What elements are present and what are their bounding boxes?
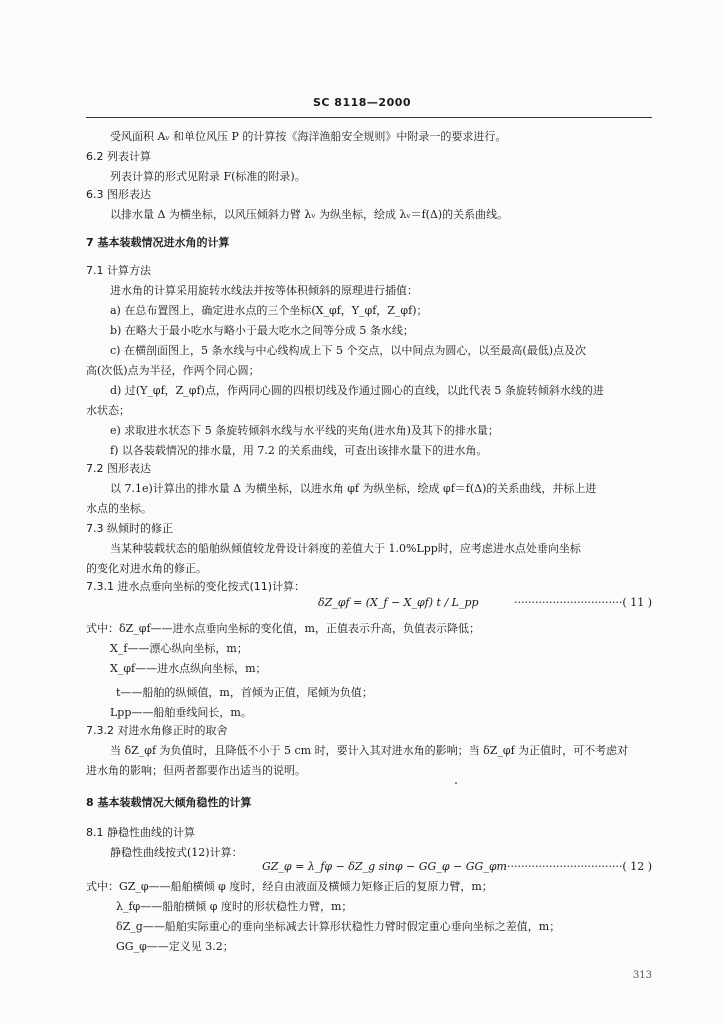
- symbol-def: δZ_g——船舶实际重心的垂向坐标减去计算形状稳性力臂时假定重心垂向坐标之差值，m；: [116, 920, 561, 933]
- symbol-def: Lpp——船舶垂线间长，m。: [110, 706, 252, 719]
- formula-12-number: ··································( 12 ): [503, 860, 652, 873]
- para-line: 当某种装载状态的船舶纵倾值较龙骨设计斜度的差值大于 1.0%Lpp时，应考虑进水点处垂向坐标: [110, 542, 581, 555]
- symbol-def: λ_fφ——船舶横倾 φ 度时的形状稳性力臂，m；: [116, 900, 353, 913]
- formula-12: GZ_φ = λ_fφ − δZ_g sinφ − GG_φ − GG_φm: [262, 860, 507, 873]
- symbol-def: X_φf——进水点纵向坐标，m；: [110, 662, 267, 675]
- para-line: 当 δZ_φf 为负值时，且降低不小于 5 cm 时，要计入其对进水角的影响；当 δZ_φf 为正值时，可不考虑对: [110, 744, 629, 757]
- section-7-heading: 7 基本装载情况进水角的计算: [86, 236, 230, 249]
- para-line: 进水角的计算采用旋转水线法并按等体积倾斜的原理进行插值：: [110, 284, 418, 297]
- list-item: f) 以各装载情况的排水量，用 7.2 的关系曲线，可查出该排水量下的进水角。: [110, 444, 488, 457]
- section-7-1-heading: 7.1 计算方法: [86, 264, 151, 277]
- section-7-3-heading: 7.3 纵倾时的修正: [86, 522, 173, 535]
- section-8-1-heading: 8.1 静稳性曲线的计算: [86, 826, 195, 839]
- section-7-3-2-heading: 7.3.2 对进水角修正时的取舍: [86, 724, 228, 737]
- symbol-def: GG_φ——定义见 3.2；: [116, 940, 234, 953]
- para-line: 以排水量 Δ 为横坐标，以风压倾斜力臂 λᵥ 为纵坐标，绘成 λᵥ＝f(Δ)的关系曲线。: [110, 208, 509, 221]
- section-6-3-heading: 6.3 图形表达: [86, 188, 151, 201]
- para-line-cont: 进水角的影响；但两者都要作出适当的说明。: [86, 764, 306, 777]
- para-line: 列表计算的形式见附录 F(标准的附录)。: [110, 170, 306, 183]
- page-header: SC 8118—2000: [312, 96, 412, 109]
- list-item-cont: 水状态；: [86, 404, 130, 417]
- section-7-3-1-heading: 7.3.1 进水点垂向坐标的变化按式(11)计算：: [86, 580, 306, 593]
- list-item: e) 求取进水状态下 5 条旋转倾斜水线与水平线的夹角(进水角)及其下的排水量；: [110, 424, 499, 437]
- scan-speck: [455, 782, 457, 784]
- para-line: 以 7.1e)计算出的排水量 Δ 为横坐标，以进水角 φf 为纵坐标，绘成 φf＝f(Δ)的关系曲线，并标上进: [110, 482, 597, 495]
- symbol-def: X_f——漂心纵向坐标，m；: [110, 642, 248, 655]
- para-line-cont: 水点的坐标。: [86, 502, 152, 515]
- list-item-cont: 高(次低)点为半径，作两个同心圆；: [86, 364, 260, 377]
- section-6-2-heading: 6.2 列表计算: [86, 150, 151, 163]
- page-number: 313: [632, 970, 652, 981]
- header-rule: [86, 117, 652, 118]
- list-item: c) 在横剖面图上，5 条水线与中心线构成上下 5 个交点，以中间点为圆心，以至最高(最低)点及次: [110, 344, 587, 357]
- para-line: 受风面积 Aᵥ 和单位风压 P 的计算按《海洋渔船安全规则》中附录一的要求进行。: [110, 130, 507, 143]
- formula-11-number: ·······························( 11 ): [514, 596, 652, 609]
- symbol-def: 式中：δZ_φf——进水点垂向坐标的变化值，m，正值表示升高，负值表示降低；: [86, 622, 480, 635]
- formula-11: δZ_φf = (X_f − X_φf) t / L_pp: [318, 596, 479, 609]
- list-item: a) 在总布置图上，确定进水点的三个坐标(X_φf，Y_φf，Z_φf)；: [110, 304, 428, 317]
- list-item: b) 在略大于最小吃水与略小于最大吃水之间等分成 5 条水线；: [110, 324, 414, 337]
- symbol-def: t——船舶的纵倾值，m，首倾为正值，尾倾为负值；: [116, 686, 373, 699]
- list-item: d) 过(Y_φf，Z_φf)点，作两同心圆的四根切线及作通过圆心的直线，以此代表 5 条旋转倾斜水线的进: [110, 384, 604, 397]
- symbol-def: 式中：GZ_φ——船舶横倾 φ 度时，经自由液面及横倾力矩修正后的复原力臂，m；: [86, 880, 493, 893]
- section-7-2-heading: 7.2 图形表达: [86, 462, 151, 475]
- section-8-heading: 8 基本装载情况大倾角稳性的计算: [86, 796, 252, 809]
- para-line-cont: 的变化对进水角的修正。: [86, 562, 207, 575]
- para-line: 静稳性曲线按式(12)计算：: [110, 846, 243, 859]
